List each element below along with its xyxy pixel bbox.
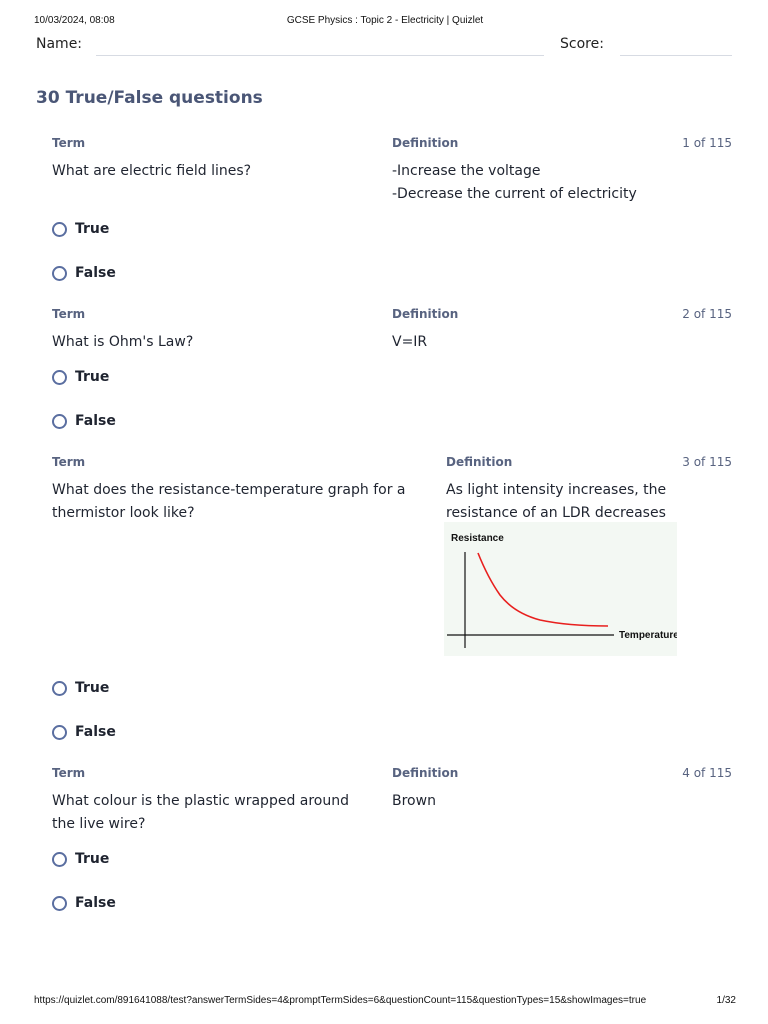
question-counter: 4 of 115	[682, 766, 732, 780]
question-card-2	[52, 307, 732, 437]
resistance-temperature-graph	[444, 522, 677, 656]
term-label: Term	[52, 455, 86, 469]
definition-text	[446, 479, 666, 525]
question-counter: 2 of 115	[682, 307, 732, 321]
radio-button[interactable]	[52, 852, 67, 867]
option-false[interactable]	[52, 723, 116, 741]
term-line: What colour is the plastic wrapped around	[52, 793, 350, 809]
term-text	[52, 790, 349, 836]
option-true[interactable]	[52, 679, 109, 697]
radio-button[interactable]	[52, 222, 67, 237]
option-label: True	[75, 851, 110, 867]
name-label: Name:	[36, 36, 83, 52]
option-label: False	[75, 413, 116, 429]
definition-line: -Decrease the current of electricity	[392, 186, 637, 202]
term-line: What are electric field lines?	[52, 163, 252, 179]
option-label: True	[75, 221, 110, 237]
radio-button[interactable]	[52, 896, 67, 911]
definition-image	[444, 522, 677, 656]
definition-label: Definition	[446, 455, 513, 469]
print-date: 10/03/2024, 08:08	[34, 15, 115, 26]
definition-text	[392, 331, 427, 354]
term-label: Term	[52, 307, 86, 321]
radio-button[interactable]	[52, 370, 67, 385]
term-line: the live wire?	[52, 816, 146, 832]
term-label: Term	[52, 766, 86, 780]
definition-label: Definition	[392, 307, 459, 321]
definition-line: As light intensity increases, the	[446, 482, 667, 498]
y-axis-label: Resistance	[451, 533, 504, 544]
option-label: False	[75, 724, 116, 740]
print-url: https://quizlet.com/891641088/test?answerTermSides=4&promptTermSides=6&questionCount=115&questionTypes=15&showImages=true	[34, 995, 647, 1006]
radio-button[interactable]	[52, 681, 67, 696]
question-counter: 1 of 115	[682, 136, 732, 150]
print-header	[34, 15, 736, 29]
section-title: 30 True/False questions	[36, 88, 263, 108]
term-text	[52, 479, 405, 525]
question-card-3	[52, 455, 732, 745]
radio-button[interactable]	[52, 266, 67, 281]
page-number: 1/32	[716, 995, 736, 1006]
radio-button[interactable]	[52, 414, 67, 429]
definition-label: Definition	[392, 766, 459, 780]
print-title: GCSE Physics : Topic 2 - Electricity | Quizlet	[286, 15, 484, 26]
option-label: True	[75, 369, 110, 385]
definition-line: V=IR	[392, 334, 428, 350]
term-text	[52, 160, 251, 183]
print-footer	[34, 995, 736, 1009]
name-field[interactable]	[96, 55, 544, 56]
question-counter: 3 of 115	[682, 455, 732, 469]
definition-text	[392, 160, 637, 206]
definition-text	[392, 790, 436, 813]
definition-label: Definition	[392, 136, 459, 150]
x-axis-label: Temperature	[619, 630, 677, 641]
question-card-1	[52, 136, 732, 286]
option-true[interactable]	[52, 850, 109, 868]
term-line: What does the resistance-temperature graph for a	[52, 482, 406, 498]
term-line: thermistor look like?	[52, 505, 195, 521]
option-true[interactable]	[52, 368, 109, 386]
option-label: False	[75, 265, 116, 281]
name-score-row	[36, 36, 732, 58]
graph-curve	[478, 553, 608, 626]
definition-line: Brown	[392, 793, 436, 809]
score-field[interactable]	[620, 55, 732, 56]
option-label: False	[75, 895, 116, 911]
option-true[interactable]	[52, 220, 109, 238]
option-label: True	[75, 680, 110, 696]
option-false[interactable]	[52, 894, 116, 912]
option-false[interactable]	[52, 412, 116, 430]
definition-line: resistance of an LDR decreases	[446, 505, 666, 521]
option-false[interactable]	[52, 264, 116, 282]
definition-line: -Increase the voltage	[392, 163, 541, 179]
term-line: What is Ohm's Law?	[52, 334, 194, 350]
score-label: Score:	[560, 36, 604, 52]
radio-button[interactable]	[52, 725, 67, 740]
question-card-4	[52, 766, 732, 916]
term-label: Term	[52, 136, 86, 150]
term-text	[52, 331, 193, 354]
